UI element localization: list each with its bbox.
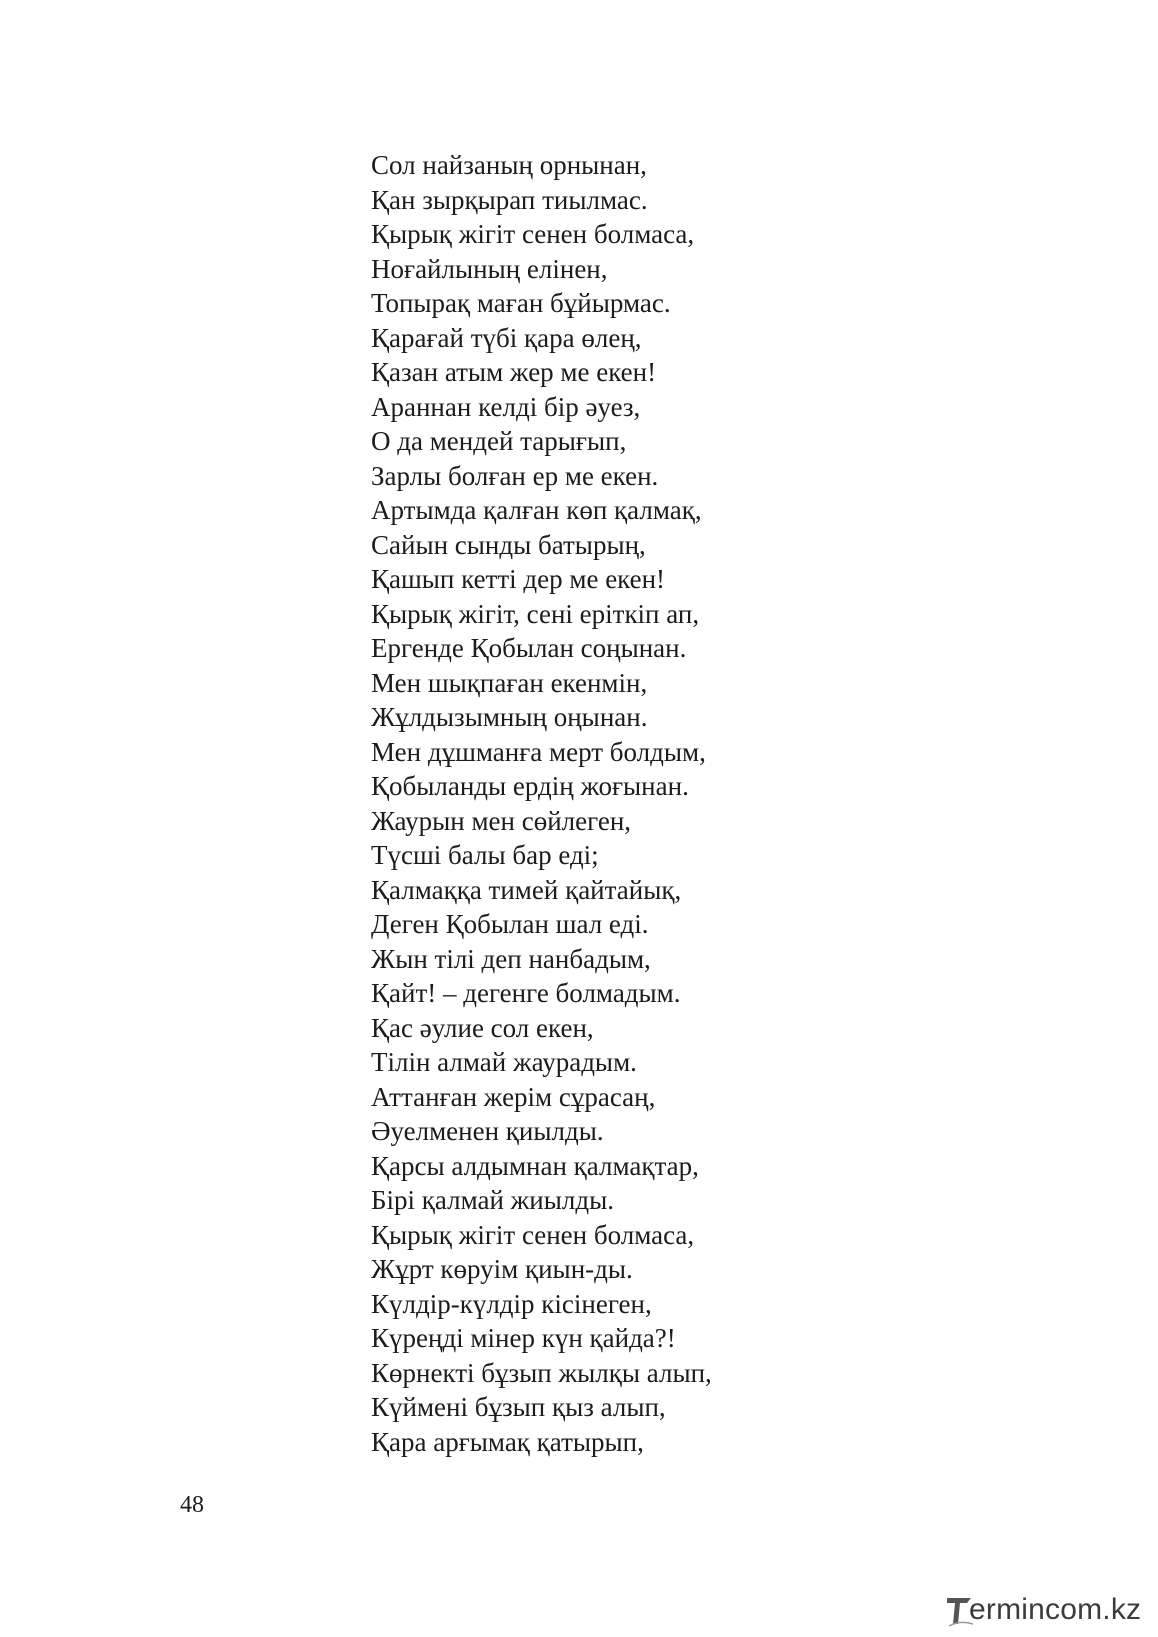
poem-line: Мен дұшманға мерт болдым, bbox=[371, 736, 706, 767]
poem-line: Түсші балы бар еді; bbox=[371, 840, 599, 870]
poem-line: О да мендей тарығып, bbox=[371, 426, 627, 456]
poem-line: Қарсы алдымнан қалмақтар, bbox=[371, 1150, 699, 1181]
poem-line: Деген Қобылан шал еді. bbox=[371, 909, 649, 939]
poem-line: Қас әулие сол екен, bbox=[371, 1012, 594, 1043]
page-number: 48 bbox=[180, 1492, 204, 1518]
poem-line: Сайын сынды батырың, bbox=[371, 529, 646, 560]
poem-line: Қарағай түбі қара өлең, bbox=[371, 322, 642, 353]
poem-line: Қан зырқырап тиылмас. bbox=[371, 184, 648, 215]
poem-line: Зарлы болған ер ме екен. bbox=[371, 460, 659, 491]
poem-line: Қырық жігіт, сені еріткіп ап, bbox=[371, 598, 700, 629]
poem-line: Қобыланды ердің жоғынан. bbox=[371, 771, 689, 801]
poem-line: Қашып кетті дер ме екен! bbox=[371, 564, 666, 594]
poem-line: Ергенде Қобылан соңынан. bbox=[371, 633, 687, 663]
site-watermark bbox=[945, 1590, 1145, 1630]
poem-line: Күймені бұзып қыз алып, bbox=[371, 1392, 666, 1422]
poem-line: Мен шықпаған екенмін, bbox=[371, 667, 648, 698]
poem-line: Күреңді мінер күн қайда?! bbox=[371, 1323, 676, 1353]
poem-line: Қырық жігіт сенен болмаса, bbox=[371, 1219, 695, 1250]
poem-line: Күлдір-күлдір кісінеген, bbox=[371, 1288, 652, 1319]
poem-line: Жұлдызымның оңынан. bbox=[371, 702, 648, 732]
poem-line: Тілін алмай жаурадым. bbox=[371, 1047, 637, 1077]
poem-line: Жын тілі деп нанбадым, bbox=[371, 943, 651, 974]
poem-line: Қырық жігіт сенен болмаса, bbox=[371, 219, 695, 249]
poem-line: Қайт! – дегенге болмадым. bbox=[371, 978, 681, 1008]
poem-line: Топырақ маған бұйырмас. bbox=[371, 288, 671, 318]
poem-line: Жаурын мен сөйлеген, bbox=[371, 805, 632, 836]
poem-line: Қалмаққа тимей қайтайық, bbox=[371, 874, 682, 905]
poem-line: Әуелменен қиылды. bbox=[371, 1116, 604, 1146]
poem-line: Жұрт көруім қиын-ды. bbox=[371, 1254, 633, 1284]
poem-line: Ноғайлының елінен, bbox=[371, 253, 608, 284]
poem-text bbox=[371, 148, 712, 1459]
poem-line: Қазан атым жер ме екен! bbox=[371, 357, 657, 387]
watermark-text: ermincom.kz bbox=[969, 1593, 1142, 1626]
poem-line: Аттанған жерім сұрасаң, bbox=[371, 1081, 656, 1112]
poem-line: Сол найзаның орнынан, bbox=[371, 150, 647, 180]
poem-line: Бірі қалмай жиылды. bbox=[371, 1185, 614, 1215]
poem-line: Араннан келді бір әуез, bbox=[371, 391, 641, 422]
poem-line: Қара арғымақ қатырып, bbox=[371, 1426, 644, 1457]
poem-line: Көрнекті бұзып жылқы алып, bbox=[371, 1357, 712, 1388]
poem-line: Артымда қалған көп қалмақ, bbox=[371, 495, 702, 525]
